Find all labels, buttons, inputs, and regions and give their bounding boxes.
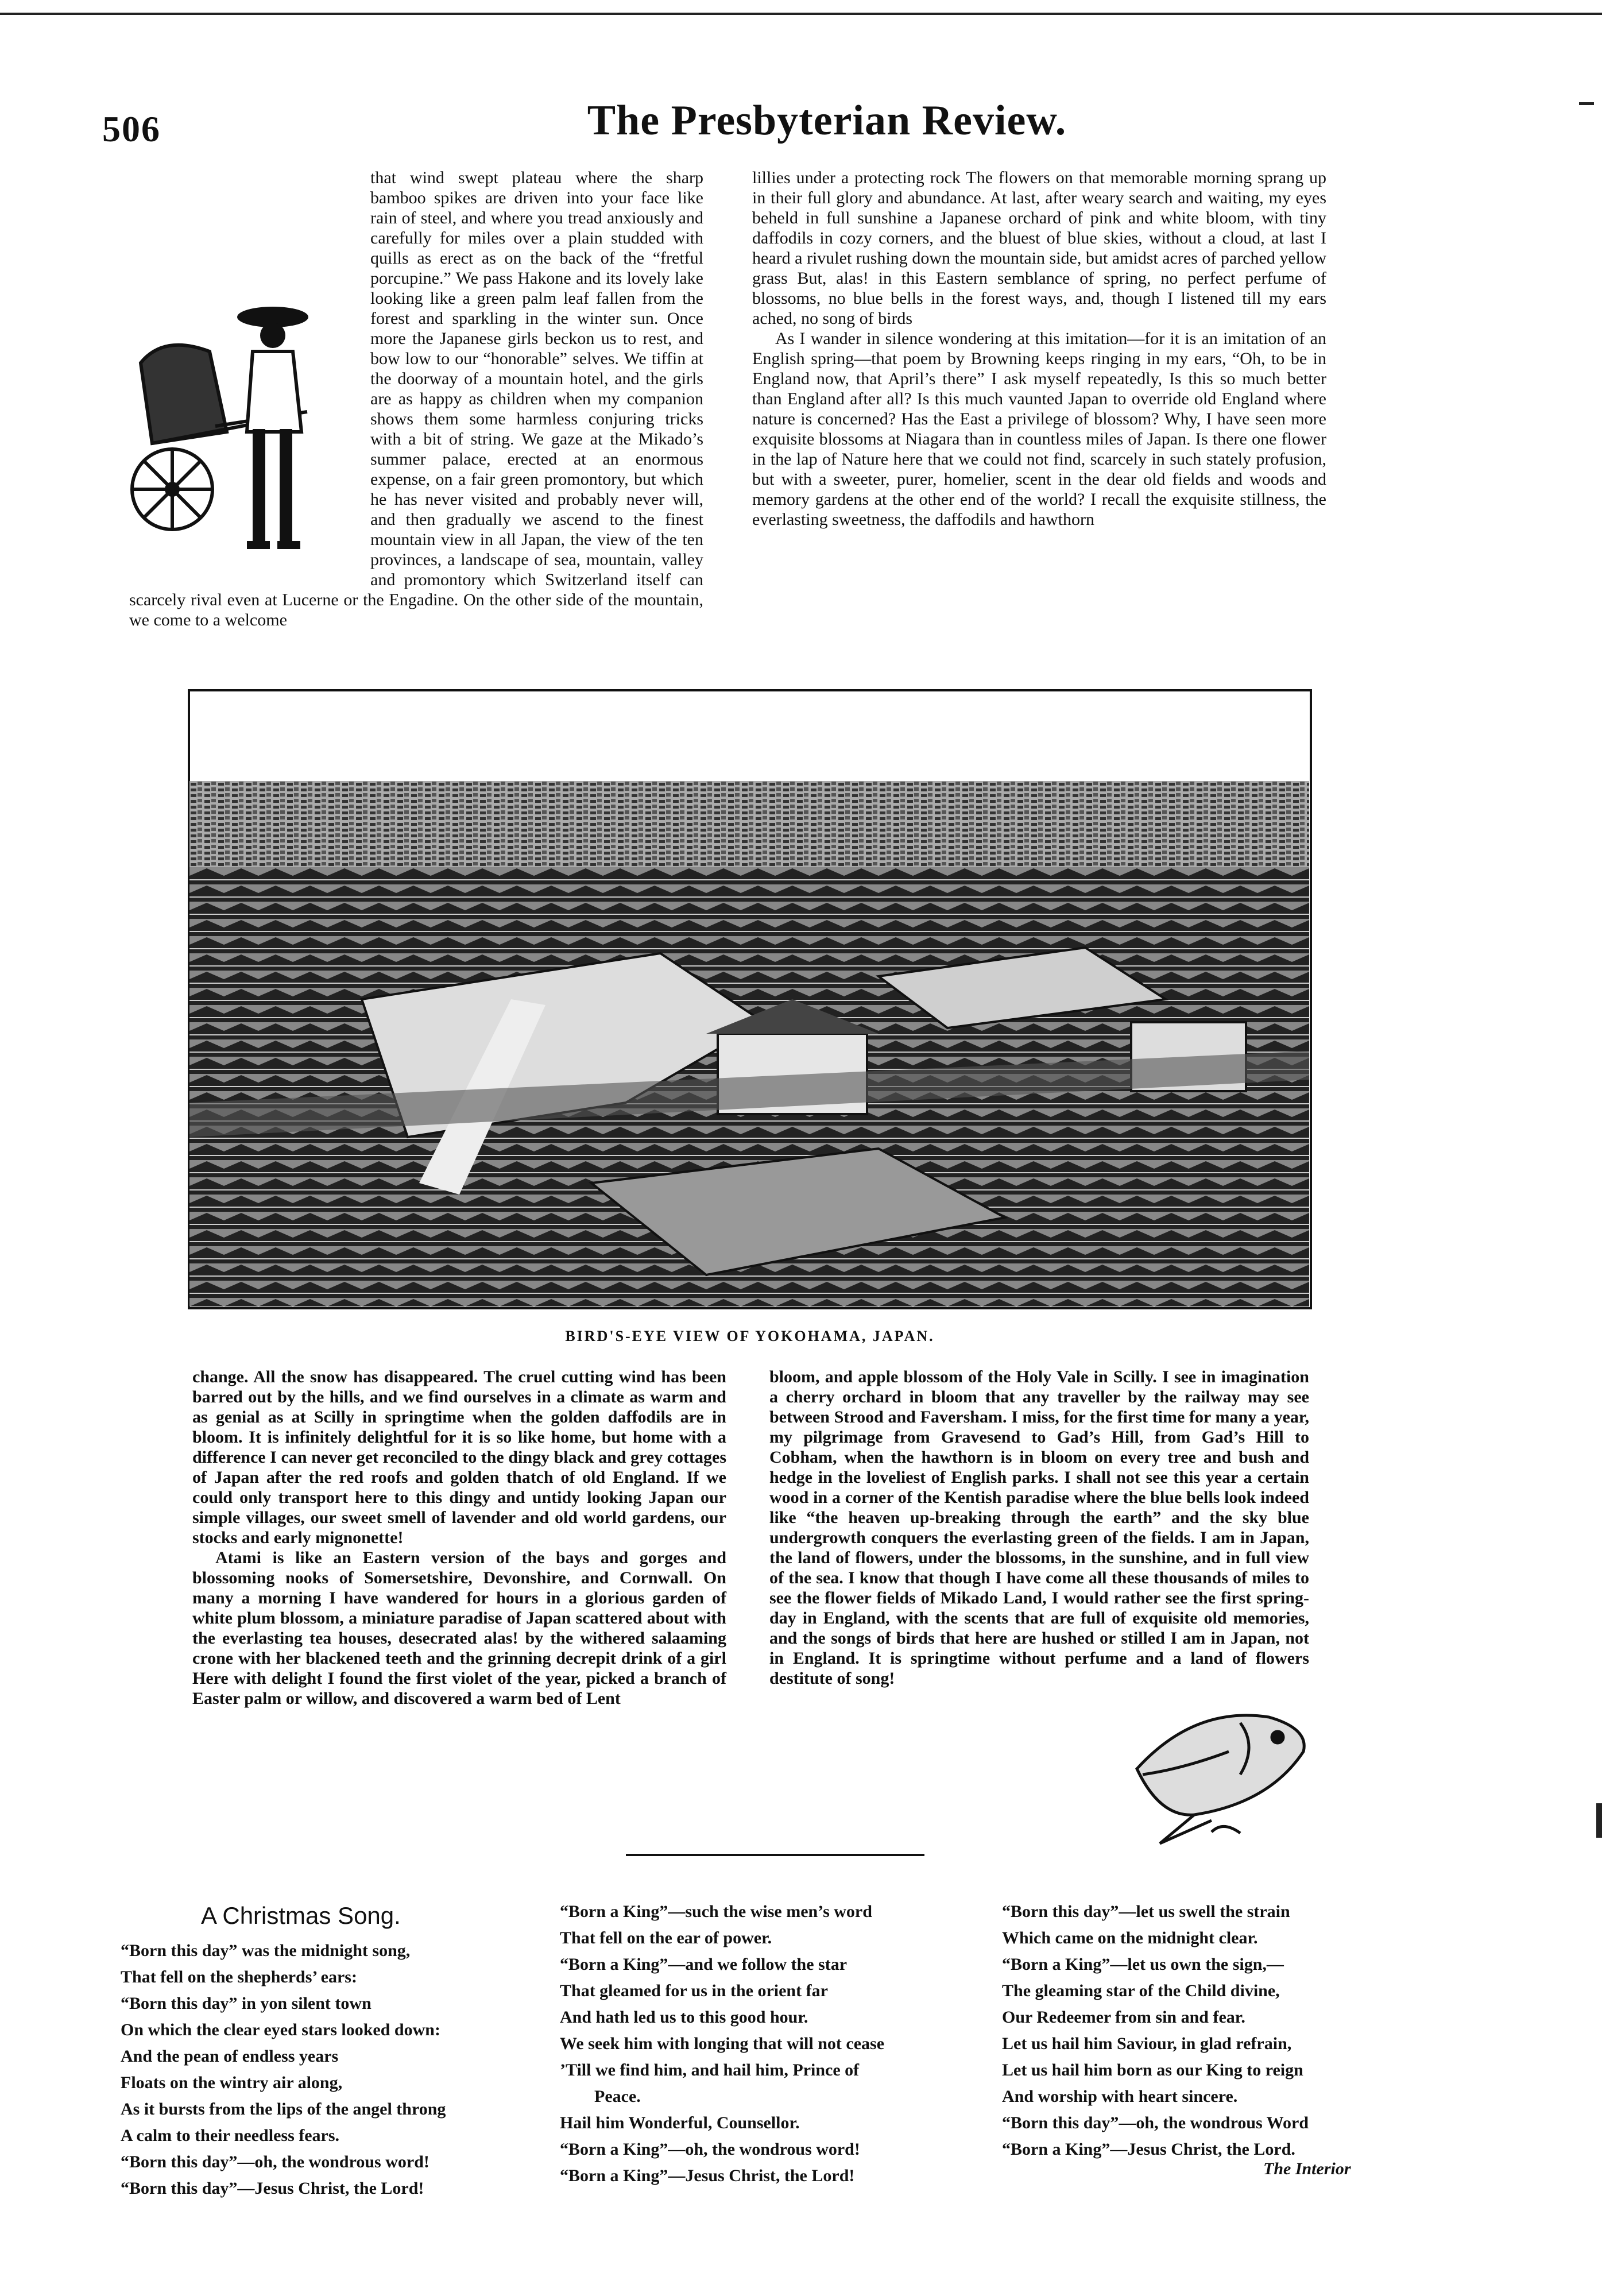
poem-line: And hath led us to this good hour. [560,2008,808,2027]
article-column-mid-left [192,1367,726,1709]
poem-stanza-2 [560,1899,884,2189]
poem-line: A calm to their needless fears. [121,2126,340,2145]
paragraph: bloom, and apple blossom of the Holy Vale in Scilly. I see in imagination a cherry orchard in bloom that any traveller by the railway may see between Strood and Faversham. I miss, for the first time for many a year, my pilgrimage from Gravesend to Gad’s Hill, from Gad’s Hill to Cobham, when the hawthorn is in bloom on every tree and bush and hedge in the loveliest of English parks. I shall not see this year a certain wood in a corner of the Kentish paradise where the blue bells look indeed like “the heaven up-breaking through the earth” and the sky blue undergrowth conquers the everlasting green of the fields. I am in Japan, the land of flowers, under the blossoms, in the sunshine, and in full view of the sea. I know that though I have come all these thousands of miles to see the flower fields of Mikado Land, I would rather see the first spring-day in England, with the scents that are full of exquisite old memories, and the songs of birds that here are hushed or stilled I am in Japan, not in England. It is springtime without perfume and a land of flowers destitute of song! [769,1367,1309,1688]
poem-line: “Born this day” in yon silent town [121,1994,372,2013]
poem-line: “Born a King”—oh, the wondrous word! [560,2140,860,2159]
poem-line: ’Till we find him, and hail him, Prince of [560,2061,860,2079]
rickshaw-illustration [129,283,359,570]
poem-title: A Christmas Song. [201,1902,401,1929]
poem-line: And the pean of endless years [121,2047,339,2066]
poem-line: That gleamed for us in the orient far [560,1981,828,2000]
poem-line: “Born this day” was the midnight song, [121,1941,411,1960]
poem-line: Which came on the midnight clear. [1002,1928,1258,1947]
poem-line: That fell on the ear of power. [560,1928,772,1947]
poem-line: And worship with heart sincere. [1002,2087,1238,2106]
poem-stanza-1 [121,1938,446,2202]
poem-line: “Born a King”—such the wise men’s word [560,1902,872,1921]
poem-line: That fell on the shepherds’ ears: [121,1968,357,1986]
page-title: The Presbyterian Review. [587,97,1067,144]
poem-line: We seek him with longing that will not cease [560,2034,885,2053]
page-number: 506 [102,109,161,149]
poem-line: “Born this day”—oh, the wondrous Word [1002,2113,1309,2132]
paragraph: Atami is like an Eastern version of the bays and gorges and blossoming nooks of Somersetshire, Devonshire, and Cornwall. On many a morning I have wandered for hours in a glorious garden of white plum blossom, a miniature paradise of Japan scattered about with the everlasting tea houses, desecrated alas! by the withered salaaming crone with her blackened teeth and the grinning decrepit drink of a girl Here with delight I found the first violet of the year, picked a branch of Easter palm or willow, and discovered a warm bed of Lent [192,1548,726,1708]
poem-source-credit: The Interior [1263,2159,1351,2178]
poem-line: Floats on the wintry air along, [121,2073,343,2092]
paragraph: change. All the snow has disappeared. The cruel cutting wind has been barred out by the hills, and we find ourselves in a climate as warm and as genial as at Scilly in springtime when the golden daffodils are in bloom. It is infinitely delightful for it is so like home, but home with a difference I can never get reconciled to the dingy black and grey cottages of Japan after the red roofs and golden thatch of old England. If we could only transport here to this dingy and untidy looking Japan our simple villages, our sweet smell of lavender and old world gardens, our stocks and early mignonette! [192,1367,726,1547]
poem-line: “Born a King”—Jesus Christ, the Lord. [1002,2140,1295,2159]
fish-vignette [1125,1683,1315,1849]
poem-line: “Born this day”—Jesus Christ, the Lord! [121,2179,424,2198]
poem-line: “Born this day”—oh, the wondrous word! [121,2152,429,2171]
scan-edge [0,0,1602,15]
poem-line: “Born a King”—Jesus Christ, the Lord! [560,2166,855,2185]
poem-stanza-3 [1002,1899,1309,2163]
poem-line: Let us hail him born as our King to reign [1002,2061,1303,2079]
paragraph: lillies under a protecting rock The flowers on that memorable morning sprang up in their full glory and abundance. At last, after weary search and waiting, my eyes beheld in full sunshine a Japanese orchard of pink and white bloom, with tiny daffodils in cozy corners, and the bluest of blue skies, without a cloud, at last I heard a rivulet rushing down the mountain side, but amidst acres of parched yellow grass But, alas! in this Eastern semblance of spring, no perfect perfume of blossoms, no blue bells in the forest ways, and, though I listened till my ears ached, no song of birds [752,168,1326,328]
paragraph: As I wander in silence wondering at this imitation—for it is an imitation of an English spring—that poem by Browning keeps ringing in my ears, “Oh, to be in England now, that April’s there” I ask myself repeatedly, Is this so much better than England after all? Is this much vaunted Japan to override old England where nature is concerned? Has the East a privilege of blossom? Why, I have seen more exquisite blossoms at Niagara than in countless miles of Japan. Is there one flower in the lap of Nature here that we could not find, scarcely in such stately profusion, but with a sweeter, purer, homelier, scent in the dear old fields and woods and memory gardens at the other end of the world? I recall the exquisite stillness, the everlasting sweetness, the daffodils and hawthorn [752,329,1326,529]
article-column-mid-right [769,1367,1309,1688]
poem-line: On which the clear eyed stars looked down: [121,2020,440,2039]
section-divider [626,1854,924,1856]
scan-mark [1596,1803,1602,1838]
article-column-top-right [752,168,1326,529]
article-column-top-left [129,168,703,630]
poem-line: Let us hail him Saviour, in glad refrain, [1002,2034,1292,2053]
poem-line: Peace. [594,2087,641,2106]
photo-caption: BIRD'S-EYE VIEW OF YOKOHAMA, JAPAN. [565,1328,935,1344]
paragraph: that wind swept plateau where the sharp bamboo spikes are driven into your face like rain of steel, and where you tread anxiously and carefully for miles over a plain studded with quills as erect as on the back of the “fretful porcupine.” We pass Hakone and its lovely lake looking like a green palm leaf fallen from the forest and sparkling in the winter sun. Once more the Japanese girls beckon us to rest, and bow low to our “honorable” selves. We tiffin at the doorway of a mountain hotel, and the girls are as happy as children when my companion shows them some harmless conjuring tricks with a bit of string. We gaze at the Mikado’s summer palace, erected at an enormous expense, on a fair green promontory, but which he has never visited and probably never will, and then gradually we ascend to the finest mountain view in all Japan, the view of the ten provinces, a landscape of sea, mountain, valley and promontory which Switzerland itself can scarcely rival even at Lucerne or the Engadine. On the other side of the mountain, we come to a welcome [129,168,703,629]
poem-line: “Born this day”—let us swell the strain [1002,1902,1290,1921]
scan-mark [1579,102,1594,105]
poem-line: Hail him Wonderful, Counsellor. [560,2113,800,2132]
poem-line: “Born a King”—let us own the sign,— [1002,1955,1284,1974]
poem-line: As it bursts from the lips of the angel throng [121,2100,446,2119]
yokohama-photograph [189,781,1309,1307]
poem-line: Our Redeemer from sin and fear. [1002,2008,1245,2027]
poem-line: “Born a King”—and we follow the star [560,1955,848,1974]
poem-line: The gleaming star of the Child divine, [1002,1981,1280,2000]
